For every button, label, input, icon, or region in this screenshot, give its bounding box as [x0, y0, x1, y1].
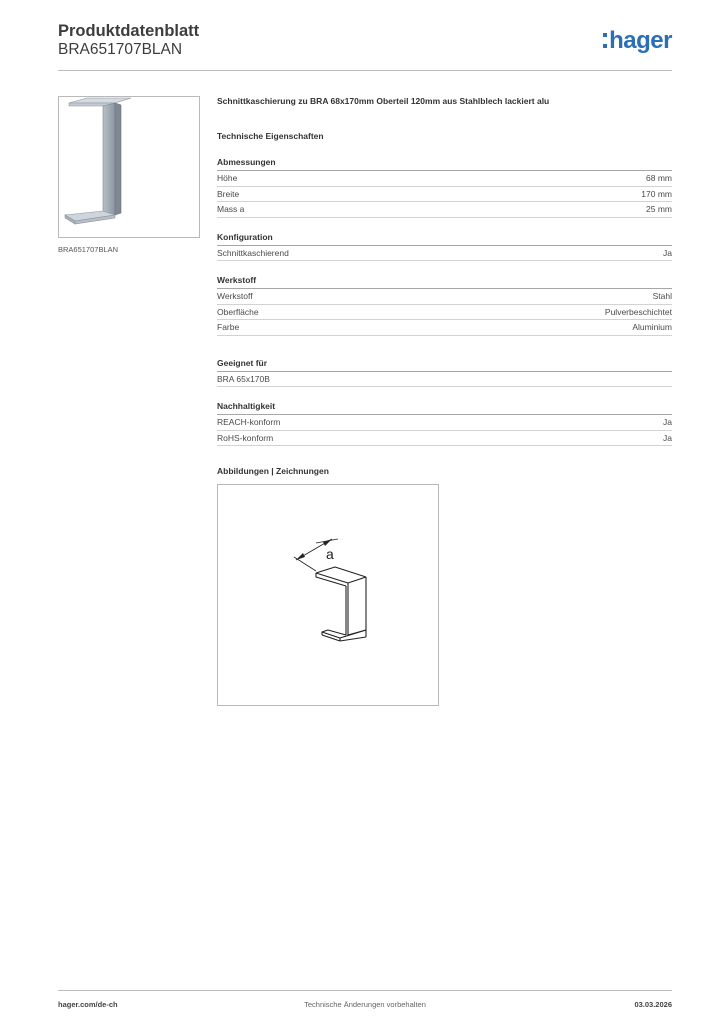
property-value: 68 mm: [646, 173, 672, 183]
property-row: [217, 187, 672, 203]
dimension-label: a: [326, 546, 334, 562]
property-label: BRA 65x170B: [217, 373, 270, 384]
hager-logo: [603, 28, 672, 54]
property-value: 25 mm: [646, 204, 672, 214]
property-label: REACH-konform: [217, 417, 281, 427]
footer-disclaimer: Technische Änderungen vorbehalten: [304, 1000, 426, 1009]
property-label: Oberfläche: [217, 306, 259, 317]
property-value: Aluminium: [632, 322, 672, 332]
property-label: Breite: [217, 188, 240, 199]
property-row: [217, 415, 672, 431]
section-configuration: [217, 232, 672, 262]
property-row: [217, 320, 672, 336]
section-material: [217, 275, 672, 336]
page-header: [58, 22, 672, 71]
section-dimensions: [217, 157, 672, 218]
property-value: Ja: [663, 417, 672, 427]
logo-text: hager: [609, 27, 672, 54]
property-row: [217, 372, 672, 388]
section-title: Konfiguration: [217, 232, 672, 246]
property-label: Werkstoff: [217, 291, 253, 301]
property-value: Pulverbeschichtet: [604, 306, 672, 317]
main-content: [217, 96, 672, 706]
property-row: [217, 289, 672, 305]
section-sustainability: [217, 401, 672, 446]
footer-website: hager.com/de-ch: [58, 1000, 118, 1009]
section-title: Nachhaltigkeit: [217, 401, 672, 415]
product-description: Schnittkaschierung zu BRA 68x170mm Oberteil 120mm aus Stahlblech lackiert alu: [217, 96, 550, 106]
product-illustration-icon: [59, 97, 199, 237]
property-label: RoHS-konform: [217, 432, 274, 443]
property-value: Ja: [663, 247, 672, 258]
section-title: Abmessungen: [217, 157, 672, 171]
product-image: [58, 96, 200, 238]
property-row: [217, 305, 672, 321]
technical-properties-heading: Technische Eigenschaften: [217, 131, 324, 141]
footer-date: 03.03.2026: [634, 1000, 672, 1009]
property-value: 170 mm: [641, 188, 672, 199]
property-label: Mass a: [217, 204, 245, 214]
product-image-caption: BRA651707BLAN: [58, 245, 119, 254]
property-value: Ja: [663, 432, 672, 443]
section-title: Geeignet für: [217, 358, 672, 372]
property-label: Farbe: [217, 322, 240, 332]
drawings-heading: Abbildungen | Zeichnungen: [217, 466, 329, 476]
section-title: Werkstoff: [217, 275, 672, 289]
property-value: Stahl: [652, 291, 672, 301]
property-row: [217, 202, 672, 218]
section-suitable-for: [217, 358, 672, 388]
property-label: Schnittkaschierend: [217, 247, 289, 258]
technical-drawing: [217, 484, 439, 706]
page-title: Produktdatenblatt: [58, 22, 200, 40]
property-label: Höhe: [217, 173, 238, 183]
product-number: BRA651707BLAN: [58, 41, 183, 58]
property-row: [217, 431, 672, 447]
property-row: [217, 171, 672, 187]
property-row: [217, 246, 672, 262]
logo-colon-icon: [603, 33, 607, 48]
page-footer: [58, 990, 672, 1009]
dimension-drawing-icon: [218, 485, 438, 705]
